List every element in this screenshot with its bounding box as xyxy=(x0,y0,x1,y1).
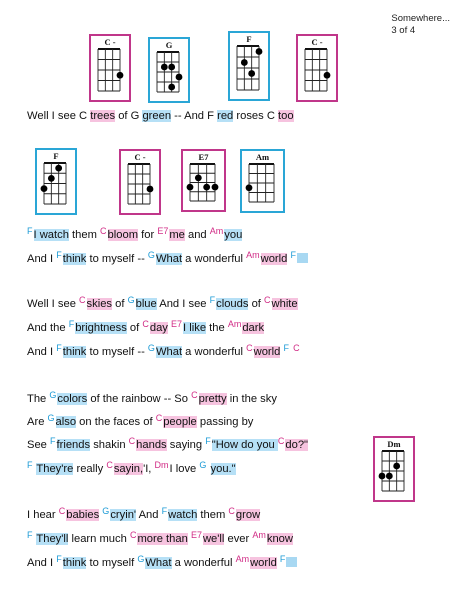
lyric-highlight: brightness xyxy=(75,322,127,334)
lyric-highlight: day xyxy=(149,322,168,334)
lyric-line-6 xyxy=(27,340,301,360)
lyric-highlight: I watch xyxy=(33,229,69,241)
finger-dot xyxy=(379,473,386,480)
lyric-text: And I xyxy=(27,346,57,358)
finger-dot xyxy=(248,70,255,77)
chord-label: F xyxy=(279,554,286,564)
lyric-text: a wonderful xyxy=(171,557,236,569)
end-marker xyxy=(297,253,308,263)
lyric-line-5 xyxy=(27,316,264,336)
lyric-text: The xyxy=(27,393,50,405)
chord-label: G xyxy=(47,413,55,423)
lyric-highlight: trees xyxy=(90,110,116,122)
lyric-highlight: more than xyxy=(137,533,188,545)
lyric-line-4 xyxy=(27,292,298,312)
lyric-text: to myself -- xyxy=(86,346,148,358)
finger-dot xyxy=(176,74,183,81)
finger-dot xyxy=(203,184,210,191)
lyric-line-3 xyxy=(27,247,308,267)
chord-label: G xyxy=(49,390,57,400)
chord-label: Am xyxy=(252,530,266,540)
chord-label: F xyxy=(56,250,62,260)
chord-name: F xyxy=(53,151,59,161)
lyric-highlight: pretty xyxy=(198,393,227,405)
chord-label: Am xyxy=(227,319,242,329)
chord-label: F xyxy=(50,436,56,446)
chord-label: Am xyxy=(235,554,250,564)
chord-name: Am xyxy=(255,152,270,162)
lyric-text: saying xyxy=(166,439,206,451)
lyric-text: them xyxy=(197,509,229,521)
lyric-highlight: people xyxy=(163,416,197,428)
chord-label: C xyxy=(228,506,235,516)
chord-diagram-am xyxy=(240,149,285,213)
finger-dot xyxy=(147,186,154,193)
lyric-highlight: world xyxy=(253,346,281,358)
lyric-highlight: grow xyxy=(235,509,261,521)
lyric-text: a wonderful xyxy=(182,253,247,265)
lyric-line-12 xyxy=(27,527,293,547)
chord-grid xyxy=(37,150,75,213)
chord-label: F xyxy=(283,343,289,353)
lyric-highlight: They're xyxy=(36,463,74,475)
finger-dot xyxy=(117,72,124,79)
lyric-highlight: you xyxy=(224,229,243,241)
chord-label: C xyxy=(142,319,149,329)
chord-grid xyxy=(242,151,283,211)
chord-grid xyxy=(298,36,336,100)
lyric-text: See xyxy=(27,439,51,451)
lyric-text: Well I see C xyxy=(27,110,91,122)
chord-label: E7 xyxy=(171,319,183,329)
finger-dot xyxy=(195,174,202,181)
lyric-highlight: you." xyxy=(210,463,236,475)
lyric-highlight: clouds xyxy=(216,298,249,310)
lyric-text: the xyxy=(206,322,228,334)
chord-diagram-f-2 xyxy=(35,148,77,215)
finger-dot xyxy=(41,185,48,192)
chord-label: C xyxy=(293,343,300,353)
lyric-highlight: bloom xyxy=(107,229,139,241)
end-marker xyxy=(286,557,297,567)
lyric-text: And I see xyxy=(156,298,210,310)
chord-label: F xyxy=(27,530,33,540)
chord-diagram-e7 xyxy=(181,149,226,212)
chord-label: F xyxy=(68,319,75,329)
lyric-text: 'I, xyxy=(143,463,155,475)
chord-label: C xyxy=(128,436,136,446)
chord-name: F xyxy=(246,34,252,44)
chord-grid xyxy=(230,33,268,99)
finger-dot xyxy=(324,72,331,79)
lyric-highlight: watch xyxy=(168,509,198,521)
chord-diagram-g xyxy=(148,37,190,103)
lyric-text: of xyxy=(126,322,143,334)
lyric-highlight: green xyxy=(142,110,172,122)
chord-grid xyxy=(150,39,188,101)
lyric-highlight: babies xyxy=(66,509,100,521)
lyric-text: ever xyxy=(224,533,253,545)
chord-name: C - xyxy=(104,37,116,47)
lyric-text: learn much xyxy=(68,533,130,545)
song-title: Somewhere... xyxy=(391,13,450,24)
lyric-highlight: do?" xyxy=(285,439,309,451)
lyric-text: And xyxy=(136,509,162,521)
lyric-highlight: think xyxy=(62,253,87,265)
chord-grid xyxy=(183,151,224,210)
chord-diagram-dm xyxy=(373,436,415,502)
lyric-highlight: think xyxy=(62,557,87,569)
lyric-highlight: friends xyxy=(56,439,91,451)
chord-label: G xyxy=(199,460,207,470)
chord-label: C xyxy=(277,436,285,446)
finger-dot xyxy=(168,64,175,71)
chord-label: C xyxy=(155,413,163,423)
lyric-line-11 xyxy=(27,503,260,523)
lyric-highlight: sayin, xyxy=(113,463,144,475)
chord-label: C xyxy=(79,295,86,305)
lyric-highlight: They'll xyxy=(36,533,69,545)
lyric-highlight: think xyxy=(62,346,87,358)
finger-dot xyxy=(393,463,400,470)
chord-name: E7 xyxy=(198,152,209,162)
lyric-text: of the rainbow -- So xyxy=(87,393,192,405)
chord-label: G xyxy=(147,250,155,260)
chord-label: G xyxy=(147,343,155,353)
finger-dot xyxy=(48,175,55,182)
chord-diagram-c-3 xyxy=(119,149,161,215)
chord-name: G xyxy=(165,40,173,50)
lyric-highlight: we'll xyxy=(202,533,225,545)
lyric-text: passing by xyxy=(196,416,254,428)
lyric-line-13 xyxy=(27,551,297,571)
lyric-highlight: "How do you xyxy=(211,439,278,451)
lyric-text: of xyxy=(248,298,265,310)
lyric-highlight: hands xyxy=(136,439,167,451)
chord-label: G xyxy=(102,506,110,516)
lyric-highlight: also xyxy=(55,416,77,428)
chord-label: C xyxy=(264,295,271,305)
chord-label: Am xyxy=(209,226,224,236)
lyric-line-8 xyxy=(27,410,253,430)
chord-label: E7 xyxy=(190,530,202,540)
chord-label: F xyxy=(209,295,216,305)
lyric-highlight: blue xyxy=(135,298,157,310)
finger-dot xyxy=(168,84,175,91)
finger-dot xyxy=(246,184,253,191)
lyric-highlight: too xyxy=(278,110,294,122)
chord-diagram-c-2 xyxy=(296,34,338,102)
chord-grid xyxy=(121,151,159,213)
lyric-text: and xyxy=(184,229,210,241)
lyric-text: on the faces of xyxy=(76,416,156,428)
chord-label: F xyxy=(27,226,33,236)
lyric-text: to myself xyxy=(86,557,138,569)
lyric-text: -- And F xyxy=(171,110,218,122)
lyric-highlight: colors xyxy=(57,393,88,405)
chord-label: C xyxy=(246,343,253,353)
chord-label: E7 xyxy=(157,226,169,236)
chord-name: C - xyxy=(311,37,323,47)
finger-dot xyxy=(241,59,248,66)
chord-label: C xyxy=(58,506,66,516)
chord-label: C xyxy=(100,226,107,236)
lyric-highlight: white xyxy=(271,298,298,310)
lyric-highlight: me xyxy=(169,229,185,241)
lyric-line-9 xyxy=(27,433,308,453)
chord-grid xyxy=(375,438,413,500)
lyric-highlight: What xyxy=(155,253,183,265)
finger-dot xyxy=(212,184,219,191)
lyric-text: really xyxy=(73,463,107,475)
lyric-highlight: skies xyxy=(86,298,113,310)
chord-label: F xyxy=(205,436,211,446)
chord-label: F xyxy=(290,250,296,260)
chord-diagram-f-1 xyxy=(228,31,270,101)
chord-label: F xyxy=(56,554,62,564)
lyric-text: in the sky xyxy=(226,393,277,405)
finger-dot xyxy=(55,165,62,172)
lyric-highlight: red xyxy=(217,110,234,122)
finger-dot xyxy=(386,473,393,480)
lyric-line-2 xyxy=(27,223,242,243)
lyric-highlight: world xyxy=(260,253,288,265)
lyric-line-10 xyxy=(27,457,236,477)
lyric-text: shakin xyxy=(90,439,129,451)
chord-label: C xyxy=(129,530,137,540)
lyric-text: And I xyxy=(27,557,57,569)
lyric-text: And I xyxy=(27,253,57,265)
chord-grid xyxy=(91,36,129,100)
finger-dot xyxy=(256,48,263,55)
lyric-highlight: What xyxy=(145,557,172,569)
lyric-text: And the xyxy=(27,322,69,334)
finger-dot xyxy=(161,64,168,71)
lyric-text: Well I see xyxy=(27,298,80,310)
lyric-highlight: What xyxy=(155,346,183,358)
lyric-text: I hear xyxy=(27,509,59,521)
chord-label: G xyxy=(127,295,135,305)
lyric-text: a wonderful xyxy=(182,346,247,358)
lyric-highlight: dark xyxy=(242,322,265,334)
lyric-line-1 xyxy=(27,108,294,124)
lyric-text: them xyxy=(68,229,101,241)
chord-label: F xyxy=(56,343,62,353)
chord-label: G xyxy=(137,554,145,564)
chord-diagram-c-1 xyxy=(89,34,131,102)
lyric-highlight: I like xyxy=(183,322,207,334)
lyric-text: of xyxy=(112,298,128,310)
chord-label: F xyxy=(27,460,33,470)
chord-label: Dm xyxy=(154,460,169,470)
finger-dot xyxy=(187,184,194,191)
chord-label: F xyxy=(161,506,168,516)
lyric-text: of G xyxy=(115,110,143,122)
lyric-text: roses C xyxy=(233,110,279,122)
lyric-highlight: know xyxy=(266,533,293,545)
chord-label: C xyxy=(106,460,113,470)
page-header xyxy=(391,13,450,37)
chord-label: Am xyxy=(246,250,260,260)
chord-label: C xyxy=(191,390,198,400)
chord-name: C - xyxy=(134,152,146,162)
lyric-highlight: world xyxy=(250,557,277,569)
chord-name: Dm xyxy=(387,439,401,449)
page-number: 3 of 4 xyxy=(391,25,416,36)
lyric-text: for xyxy=(138,229,158,241)
lyric-text: Are xyxy=(27,416,48,428)
lyric-text: to myself -- xyxy=(86,253,148,265)
lyric-line-7 xyxy=(27,387,277,407)
lyric-highlight: cryin' xyxy=(110,509,137,521)
lyric-text: I love xyxy=(169,463,200,475)
